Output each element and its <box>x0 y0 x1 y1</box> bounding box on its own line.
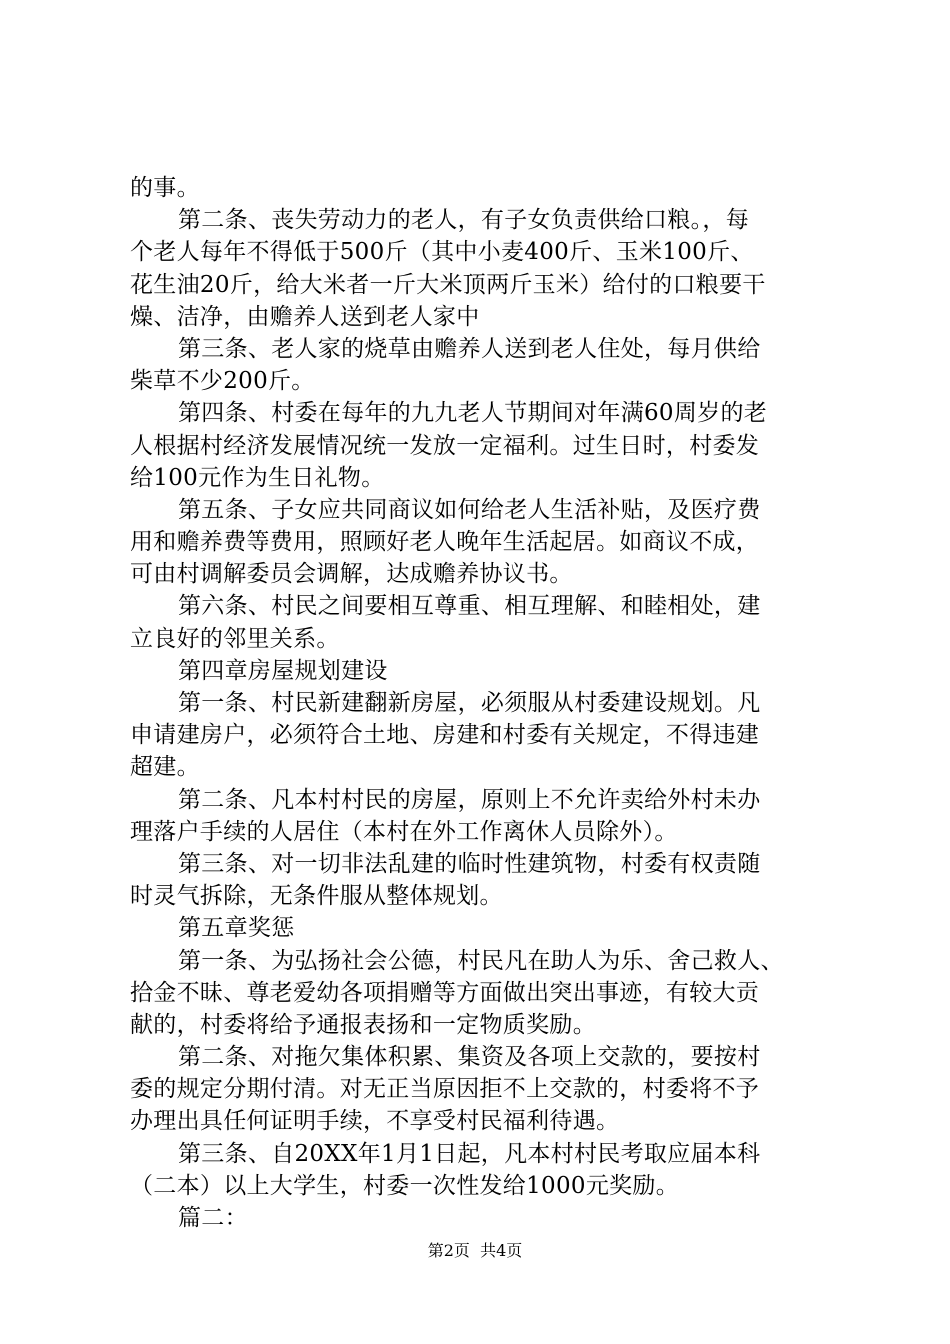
text-line: 第五章奖惩 <box>178 915 295 942</box>
text-line: 花生油20斤，给大米者一斤大米顶两斤玉米）给付的口粮要干 <box>130 271 766 298</box>
text-line: 第五条、子女应共同商议如何给老人生活补贴，及医疗费 <box>178 496 761 523</box>
text-line: 第二条、凡本村村民的房屋，原则上不允许卖给外村未办 <box>178 786 761 813</box>
text-line: 第四条、村委在每年的九九老人节期间对年满60周岁的老 <box>178 400 768 427</box>
text-line: 第一条、为弘扬社会公德，村民凡在助人为乐、舍己救人、 <box>178 947 784 974</box>
text-line: 的事。 <box>130 175 200 201</box>
text-line: 给100元作为生日礼物。 <box>130 464 385 491</box>
text-line: 柴草不少200斤。 <box>130 368 315 395</box>
text-line: 拾金不昧、尊老爱幼各项捐赠等方面做出突出事迹，有较大贡 <box>130 979 760 1006</box>
text-line: 委的规定分期付清。对无正当原因拒不上交款的，村委将不予 <box>130 1076 760 1103</box>
text-line: 第二条、丧失劳动力的老人，有子女负责供给口粮。，每 <box>178 207 749 234</box>
text-line: （二本）以上大学生，村委一次性发给1000元奖励。 <box>130 1172 680 1199</box>
text-line: 时灵气拆除，无条件服从整体规划。 <box>130 883 503 910</box>
text-line: 可由村调解委员会调解，达成赡养协议书。 <box>130 561 573 588</box>
text-line: 第三条、对一切非法乱建的临时性建筑物，村委有权责随 <box>178 850 761 877</box>
text-line: 人根据村经济发展情况统一发放一定福利。过生日时，村委发 <box>130 432 760 459</box>
text-line: 第四章房屋规划建设 <box>178 657 388 684</box>
text-line: 超建。 <box>130 754 200 781</box>
text-line: 申请建房户，必须符合土地、房建和村委有关规定，不得违建 <box>130 722 760 749</box>
text-line: 个老人每年不得低于500斤（其中小麦400斤、玉米100斤、 <box>130 239 754 266</box>
text-line: 篇二： <box>178 1205 248 1231</box>
text-line: 第三条、自20XX年1月1日起，凡本村村民考取应届本科 <box>178 1140 761 1167</box>
text-line: 立良好的邻里关系。 <box>130 625 340 652</box>
text-line: 用和赡养费等费用，照顾好老人晚年生活起居。如商议不成， <box>130 529 760 556</box>
document-body <box>130 172 830 1234</box>
text-line: 办理出具任何证明手续，不享受村民福利待遇。 <box>130 1108 620 1135</box>
text-line: 第二条、对拖欠集体积累、集资及各项上交款的，要按村 <box>178 1044 761 1071</box>
text-line: 第一条、村民新建翻新房屋，必须服从村委建设规划。凡 <box>178 690 761 716</box>
text-line: 燥、洁净，由赡养人送到老人家中 <box>130 303 480 330</box>
page-footer: 第2页 共4页 <box>427 1241 523 1260</box>
text-line: 理落户手续的人居住（本村在外工作离休人员除外）。 <box>130 818 678 845</box>
text-line: 第三条、老人家的烧草由赡养人送到老人住处，每月供给 <box>178 335 761 362</box>
text-line: 第六条、村民之间要相互尊重、相互理解、和睦相处，建 <box>178 593 761 620</box>
text-line: 献的，村委将给予通报表扬和一定物质奖励。 <box>130 1011 596 1038</box>
